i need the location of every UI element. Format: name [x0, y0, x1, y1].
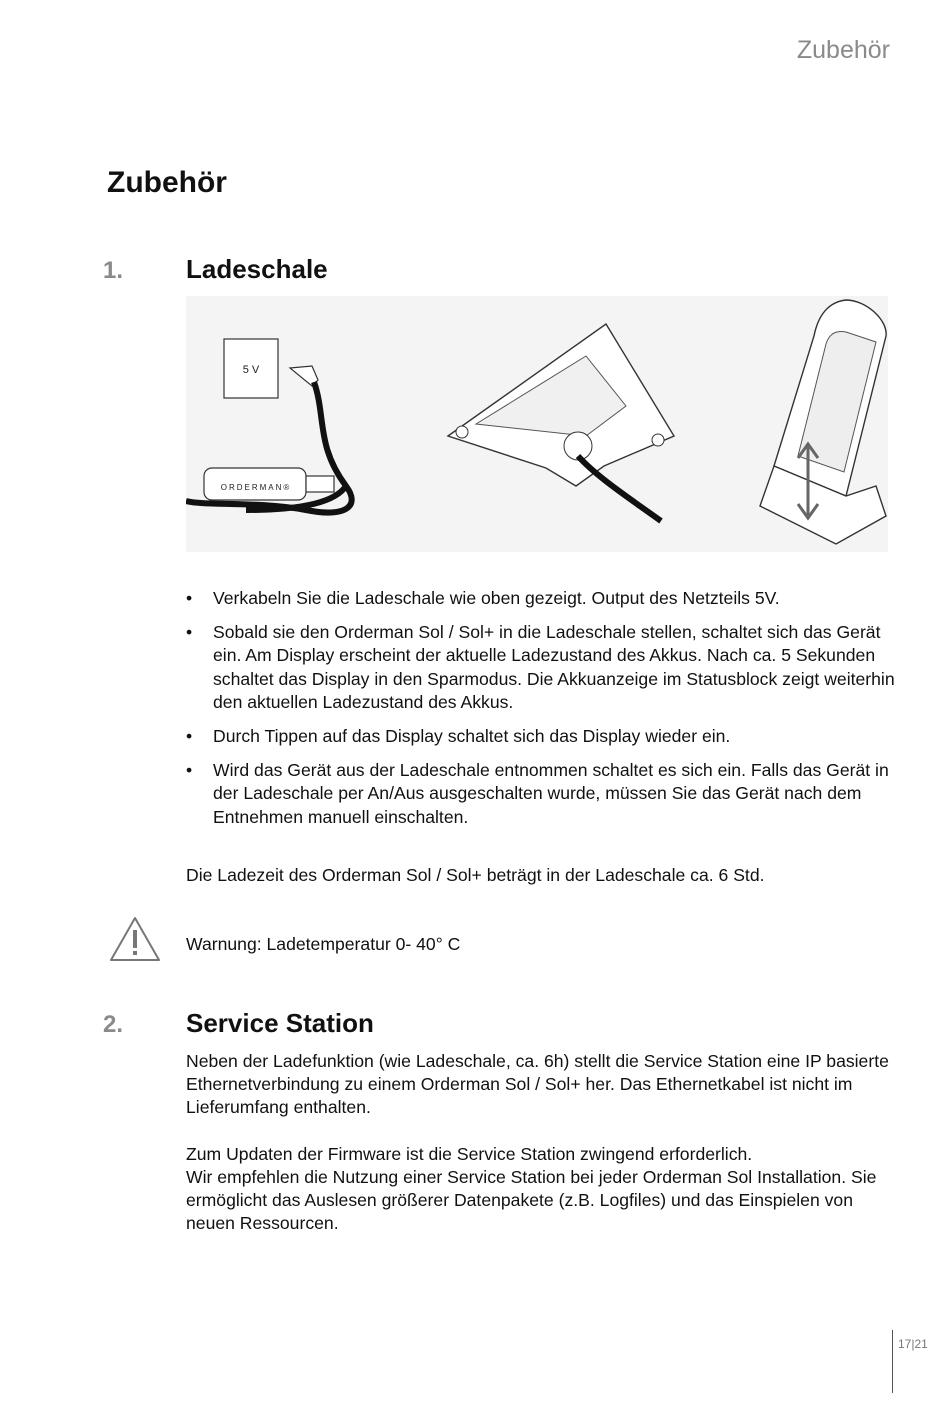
service-station-paragraph: Neben der Ladefunktion (wie Ladeschale, ca. 6h) stellt die Service Station eine IP basierte Ethernetverbindung zu einem Orderman Sol / Sol+ her. Das Ethernetkabel ist nicht im Lieferumfang enthalten. [186, 1051, 889, 1118]
list-item [186, 759, 896, 829]
bullet-marker: • [186, 622, 193, 643]
list-item-text: Wird das Gerät aus der Ladeschale entnommen schaltet es sich ein. Falls das Gerät in der Ladeschale per An/Aus ausgeschalten wurde, müssen Sie das Gerät nach dem Entnehmen manuell einschalten. [213, 760, 889, 827]
page-number: 17|21 [898, 1337, 928, 1351]
bullet-marker: • [186, 588, 193, 608]
page-number-divider [892, 1330, 893, 1393]
page-title: Zubehör [107, 166, 227, 199]
bullet-marker: • [186, 726, 193, 747]
list-item-text: Sobald sie den Orderman Sol / Sol+ in die Ladeschale stellen, schaltet sich das Gerät ein. Am Display erscheint der aktuelle Ladezustand des Akkus. Nach ca. 5 Sekunden schaltet das Display in den Sparmodus. Die Akkuanzeige im Statusblock zeigt weiterhin den aktuellen Ladezustand des Akkus. [213, 622, 895, 712]
list-item [186, 587, 896, 610]
list-item [186, 621, 896, 714]
list-item-text: Verkabeln Sie die Ladeschale wie oben gezeigt. Output des Netzteils 5V. [213, 588, 780, 608]
warning-triangle-icon [108, 915, 162, 963]
section-2-title: Service Station [186, 1008, 374, 1038]
bullet-marker: • [186, 760, 193, 781]
section-2-number: 2. [103, 1011, 124, 1038]
section-1-number: 1. [103, 257, 124, 284]
charge-time-text: Die Ladezeit des Orderman Sol / Sol+ beträgt in der Ladeschale ca. 6 Std. [186, 865, 765, 885]
recommendation-text: Wir empfehlen die Nutzung einer Service Station bei jeder Orderman Sol Installation. Sie ermöglicht das Auslesen größerer Datenpakete (z.B. Logfiles) und das Einspielen von neuen Ressourcen. [186, 1167, 877, 1234]
list-item-text: Durch Tippen auf das Display schaltet sich das Display wieder ein. [213, 726, 731, 747]
list-item [186, 725, 896, 748]
brand-label: ORDERMAN® [220, 483, 292, 492]
running-header: Zubehör [796, 36, 890, 64]
warning-text: Warnung: Ladetemperatur 0- 40° C [186, 934, 461, 954]
bullet-list [186, 587, 896, 840]
section-1-title: Ladeschale [186, 254, 328, 284]
firmware-update-text: Zum Updaten der Firmware ist die Service Station zwingend erforderlich. [186, 1144, 753, 1164]
charging-cradle-illustration [186, 296, 888, 552]
power-supply-label: 5 V [242, 364, 260, 376]
